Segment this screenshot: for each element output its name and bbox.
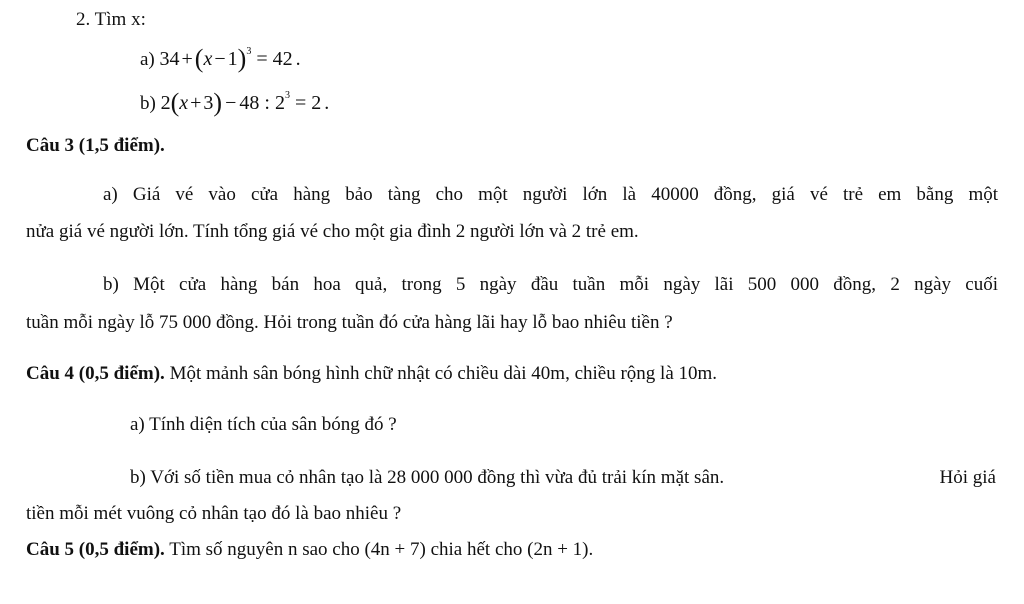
equation-2a: $34 +(x - 1)^3 = 42$ .	[159, 44, 301, 73]
question-4b-line-2: tiền mỗi mét vuông cỏ nhân tạo đó là bao nhiêu ?	[26, 503, 402, 524]
question-3-heading: Câu 3 (1,5 điểm).	[26, 135, 165, 156]
question-4b-text-right: Hỏi giá	[939, 467, 996, 488]
item-label: b)	[140, 93, 156, 114]
item-label: a)	[140, 49, 155, 70]
question-4b-line-1	[130, 466, 996, 490]
question-2-title: 2. Tìm x:	[76, 9, 146, 30]
question-4a: a) Tính diện tích của sân bóng đó ?	[130, 414, 397, 435]
question-5-text: Tìm số nguyên n sao cho (4n + 7) chia hết cho (2n + 1).	[164, 539, 594, 560]
question-3a-line-1: a) Giá vé vào cửa hàng bảo tàng cho một người lớn là 40000 đồng, giá vé trẻ em bằng một	[103, 184, 998, 205]
question-5-heading: Câu 5 (0,5 điểm).	[26, 539, 165, 560]
question-4-text: Một mảnh sân bóng hình chữ nhật có chiều dài 40m, chiều rộng là 10m.	[164, 363, 718, 384]
question-4b-text: b) Với số tiền mua cỏ nhân tạo là 28 000 000 đồng thì vừa đủ trải kín mặt sân.	[130, 467, 725, 488]
question-3a-line-2: nửa giá vé người lớn. Tính tổng giá vé cho một gia đình 2 người lớn và 2 trẻ em.	[26, 221, 639, 242]
question-3b-line-2: tuần mỗi ngày lỗ 75 000 đồng. Hỏi trong tuần đó cửa hàng lãi hay lỗ bao nhiêu tiền ?	[26, 312, 673, 333]
question-4-heading: Câu 4 (0,5 điểm).	[26, 363, 165, 384]
question-3b-line-1: b) Một cửa hàng bán hoa quả, trong 5 ngày đầu tuần mỗi ngày lãi 500 000 đồng, 2 ngày cuối	[103, 274, 998, 295]
question-2a	[140, 44, 301, 73]
equation-2b: 2(x + 3) − 48 : $2^3 = 2$ .	[160, 88, 330, 117]
question-2b	[140, 88, 330, 117]
question-4-intro	[26, 362, 717, 386]
question-5	[26, 538, 593, 562]
